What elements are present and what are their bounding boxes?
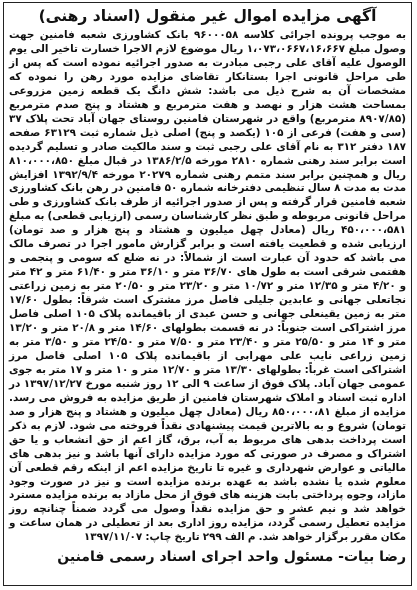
auction-notice (3, 2, 412, 586)
notice-signature: رضا بیات- مسئول واحد اجرای اسناد رسمی فامنین (57, 549, 406, 566)
notice-title: آگهی مزایده اموال غیر منقول (اسناد رهنی) (38, 7, 377, 25)
notice-body: به موجب پرونده اجرائی کلاسه ۹۶۰۰۰۵۸ بانک کشاورزی شعبه فامنین جهت وصول مبلغ ۱،۰۷۳،۰۶۶۷،۱۶،۶۶۷ ریال موضوع لازم الاجرا خسارت تاخیر الی یوم الوصول علیه آقای علی رجبی مبادرت به صدور اجرائیه نموده است که پس از طی مراحل قانونی اجرا بستانکار تقاضای مزایده مورد رهن را نموده که مشخصات آن به شرح ذیل می باشد: شش دانگ یک قطعه زمین مزروعی بمساحت هشت هزار و نهصد و هفت مترمربع و هشتاد و پنج صدم مترمربع (۸۹۰۷/۸۵ مترمربع) واقع در شهرستان فامنین روستای جهان آباد تحت پلاک ۳۷ (سی و هفت) فرعی از ۱۰۵ (یکصد و پنج) اصلی ذیل شماره ثبت ۶۳۱۲۹ صفحه ۱۸۷ دفتر ۳۱۲ به نام آقای علی رجبی ثبت و سند مالکیت صادر و تسلیم گردیده است برابر سند رهنی شماره ۲۸۱۰ مورخه ۱۳۸۶/۲/۵ در قبال مبلغ ۸۱۰،۰۰۰،۸۵۰ ریال و همچنین برابر سند متمم رهنی شماره ۲۰۲۷۹ مورخه ۱۳۹۲/۹/۴ افزایش مدت به مدت ۸ سال تنظیمی دفترخانه شماره ۵۰ فامنین در رهن بانک کشاورزی شعبه فامنین قرار گرفته و پس از صدور اجرائیه از طرف بانک کشاورزی و طی مراحل قانونی مربوطه و طبق نظر کارشناسان رسمی (ارزیابی قطعی) به مبلغ ۴۵۰،۰۰۰،۵۸۱ ریال (معادل چهل میلیون و هشتاد و پنج هزار و صد تومان) ارزیابی شده و قطعیت یافته است و برابر گزارش مامور اجرا در تصرف مالک می باشد که حدود آن عبارت است از شمالاً: در نه ضلع که سومی و پنجمی و هفتمی شرقی است به طول های ۳۶/۷۰ متر و ۳۶/۱۰ متر و ۶۱/۴۰ متر و ۴۲ متر و ۴/۲۰ متر و ۱۲/۳۵ متر و ۱۰/۷۲ متر و ۲۳/۲۰ متر و ۲۰/۵۰ متر به زمین زراعتی نجاتعلی جهانی و عابدین جلیلی فاصل مرز مشترک است شرقاً: بطول ۱۷/۶۰ متر به زمین یقینعلی جهانی و حسن عبدی از باقیمانده پلاک ۱۰۵ اصلی فاصل مرز اشتراکی است جنوباً: در نه قسمت بطولهای ۱۴/۶۰ متر و ۲۰/۸ متر و ۱۳/۲۰ متر و ۱۴ متر و ۲۵/۵۰ متر و ۲۳/۴۰ متر و ۷/۵۰ متر و ۲۴/۵۰ متر و ۳/۵۰ متر به زمین زراعی نایب علی مهرابی از باقیمانده پلاک ۱۰۵ اصلی فاصل مرز اشتراکی است غرباً: بطولهای ۱۳/۳۰ متر و ۱۲/۷۰ متر و ۱۰ متر و ۱۷ متر به جوی عمومی جهان آباد. پلاک فوق از ساعت ۹ الی ۱۲ روز شنبه مورخ ۱۳۹۷/۱۲/۲۷ در اداره ثبت اسناد و املاک شهرستان فامنین از طریق مزایده به فروش می رسد. مزایده از مبلغ ۸۵۰،۰۰۰،۸۱ ریال (معادل چهل میلیون و هشتاد و پنج هزار و صد تومان) شروع و به بالاترین قیمت پیشنهادی نقداً فروخته می شود. لازم به ذکر است پرداخت بدهی های مربوط به آب، برق، گاز اعم از حق انشعاب و یا حق اشتراک و مصرف در صورتی که مورد مزایده دارای آنها باشد و نیز بدهی های مالیاتی و عوارض شهرداری و غیره تا تاریخ مزایده اعم از اینکه رقم قطعی آن معلوم شده یا نشده باشد به عهده برنده مزایده است و نیز در صورت وجود مازاد، وجوه پرداختی بابت هزینه های فوق از محل مازاد به برنده مزایده مسترد خواهد شد و نیم عشر و حق مزایده نقداً وصول می گردد ضمناً چنانچه روز مزایده تعطیل رسمی گردد، مزایده روز اداری بعد از تعطیلی در همان ساعت و مکان مقرر برگزار خواهد شد. م الف ۲۹۹ تاریخ چاپ: ۱۳۹۷/۱۱/۰۷ (9, 29, 407, 544)
